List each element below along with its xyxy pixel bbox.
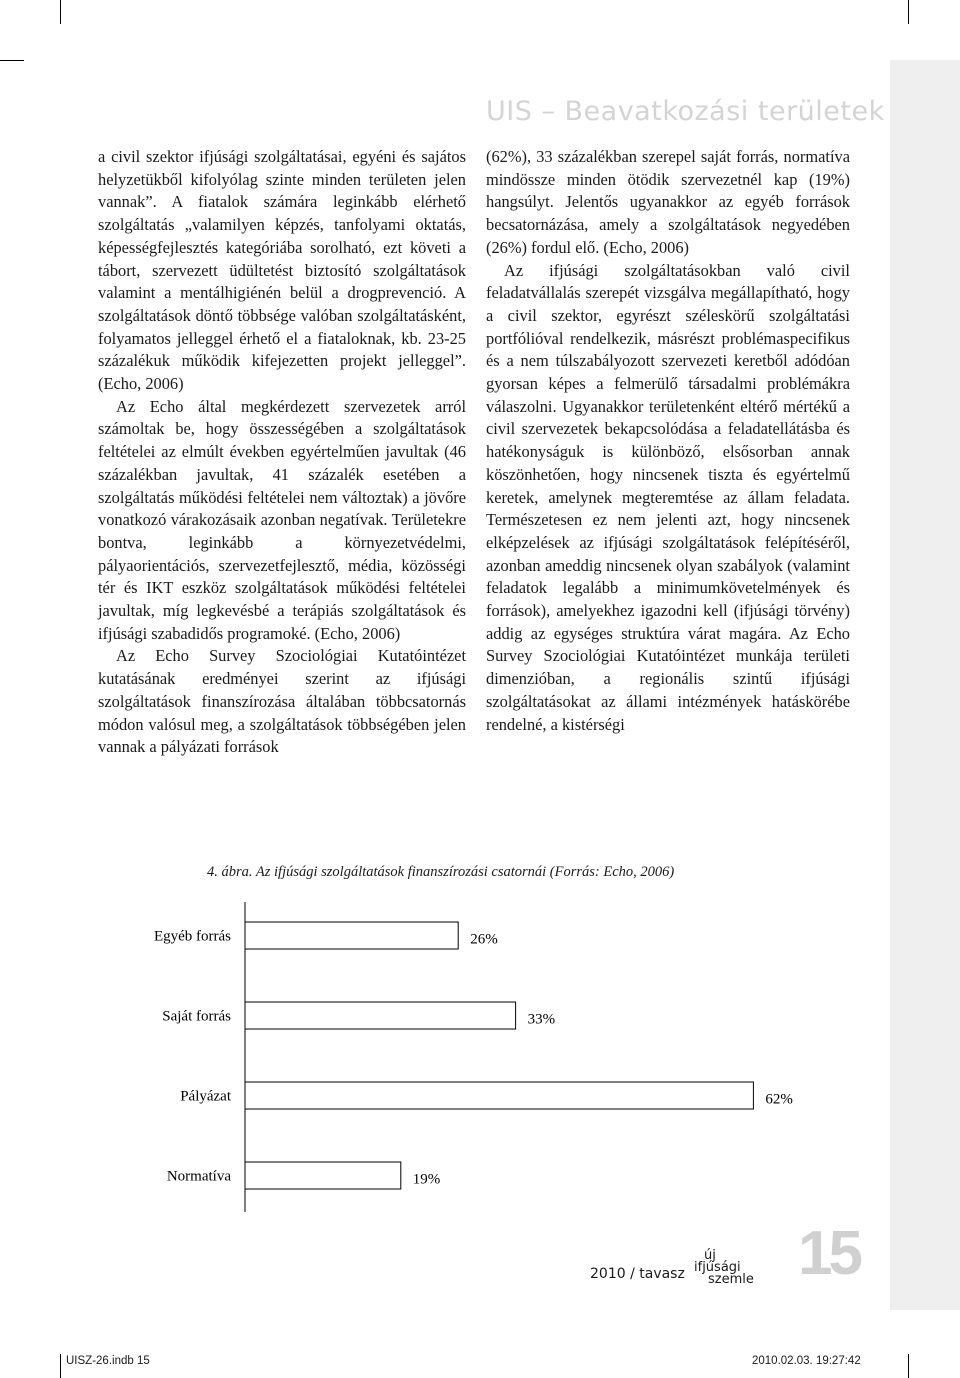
paragraph: a civil szektor ifjúsági szolgáltatásai, egyéni és sajátos helyzetükből kifolyólag szinte minden területen jelen vannak”. A fiatalok számára leginkább elérhető szolgáltatás „valamilyen képzés, tanfolyami oktatás, képességfejlesztés kategóriába sorolható, ezt követi a tábort, szervezett üdültetést biztosító szolgáltatások valamint a mentálhigiénén belül a drogprevenció. A szolgáltatások döntő többsége valóban szolgáltatásként, folyamatos jelleggel érhető el a fiataloknak, kb. 23-25 százalékuk működik kifejezetten projekt jelleggel”. (Echo, 2006) xyxy=(98,147,466,394)
paragraph: Az Echo Survey Szociológiai Kutatóintézet kutatásának eredményei szerint az ifjúsági szolgáltatások finanszírozása általában többcsatornás módon valósul meg, a szolgáltatások többségében jelen vannak a pályázati források xyxy=(98,646,466,757)
page-number: 15 xyxy=(798,1219,859,1288)
paragraph: Az Echo által megkérdezett szervezetek arról számoltak be, hogy összességében a szolgáltatások feltételei az elmúlt években egyértelműen javultak (46 százalékban javultak, 41 százalék esetében a szolgáltatás működési feltételei nem változtak) a jövőre vonatkozó várakozásaik azonban negatívak. Területekre bontva, leginkább a környezetvédelmi, pályaorientációs, szervezetfejlesztő, média, közösségi tér és IKT eszköz szolgáltatások működési feltételei javultak, míg legkevésbé a terápiás szolgáltatások és ifjúsági szabadidős programoké. (Echo, 2006) xyxy=(98,396,466,643)
journal-logo xyxy=(694,1250,754,1286)
value-label: 33% xyxy=(527,1011,556,1028)
figure-caption: 4. ábra. Az ifjúsági szolgáltatások finanszírozási csatornái (Forrás: Echo, 2006) xyxy=(207,864,675,880)
bar xyxy=(245,1082,753,1109)
logo-line: új xyxy=(704,1248,716,1263)
value-label: 19% xyxy=(412,1171,441,1188)
bar xyxy=(245,1162,401,1189)
paragraph: (62%), 33 százalékban szerepel saját forrás, normatíva mindössze minden ötödik szervezetnél kap (19%) hangsúlyt. Jelentős ugyanakkor az egyéb források becsatornázása, amely a szolgáltatások negyedében (26%) fordul elő. (Echo, 2006) xyxy=(486,147,850,257)
category-label: Egyéb forrás xyxy=(153,928,231,945)
value-label: 26% xyxy=(470,931,498,948)
print-slug-file: UISZ-26.indb 15 xyxy=(66,1355,150,1367)
value-label: 62% xyxy=(765,1091,793,1108)
bar xyxy=(245,922,458,949)
logo-line: ifjúsági xyxy=(694,1260,741,1275)
issue-date: 2010 / tavasz xyxy=(590,1266,685,1282)
category-label: Saját forrás xyxy=(162,1008,231,1025)
running-header: UIS – Beavatkozási területek xyxy=(486,96,885,127)
category-label: Pályázat xyxy=(180,1088,231,1105)
bar xyxy=(245,1002,516,1029)
print-slug-timestamp: 2010.02.03. 19:27:42 xyxy=(752,1355,861,1367)
logo-line: szemle xyxy=(708,1272,754,1287)
category-label: Normatíva xyxy=(166,1168,231,1185)
paragraph: Az ifjúsági szolgáltatásokban való civil feladatvállalás szerepét vizsgálva megállapítható, hogy a civil szektor, egyrészt széleskörű szolgáltatási portfólióval rendelkezik, másrészt problémaspecifikus és a nem túlszabályozott szervezeti keretből adódóan gyorsan képes a felmerülő társadalmi problémákra válaszolni. Ugyanakkor területenként eltérő mértékű a civil szervezetek bekapcsolódása a feladatellátásba és hatékonyságuk is különböző, elsősorban annak köszönhetően, hogy nincsenek tiszta és egyértelmű keretek, amelynek megteremtése az állam feladata. Természetesen ez nem jelenti azt, hogy nincsenek elképzelések az ifjúsági szolgáltatások felépítéséről, azonban ameddig nincsenek olyan szabályok (valamint feladatok legalább a minimumkövetelmények és források), amelyekhez igazodni kell (ifjúsági törvény) addig az egységes struktúra várat magára. Az Echo Survey Szociológiai Kutatóintézet munkája területi dimenzióban, a regionális szintű ifjúsági szolgáltatásokat az állami intézmények hatáskörébe rendelné, a kistérségi xyxy=(486,260,850,734)
